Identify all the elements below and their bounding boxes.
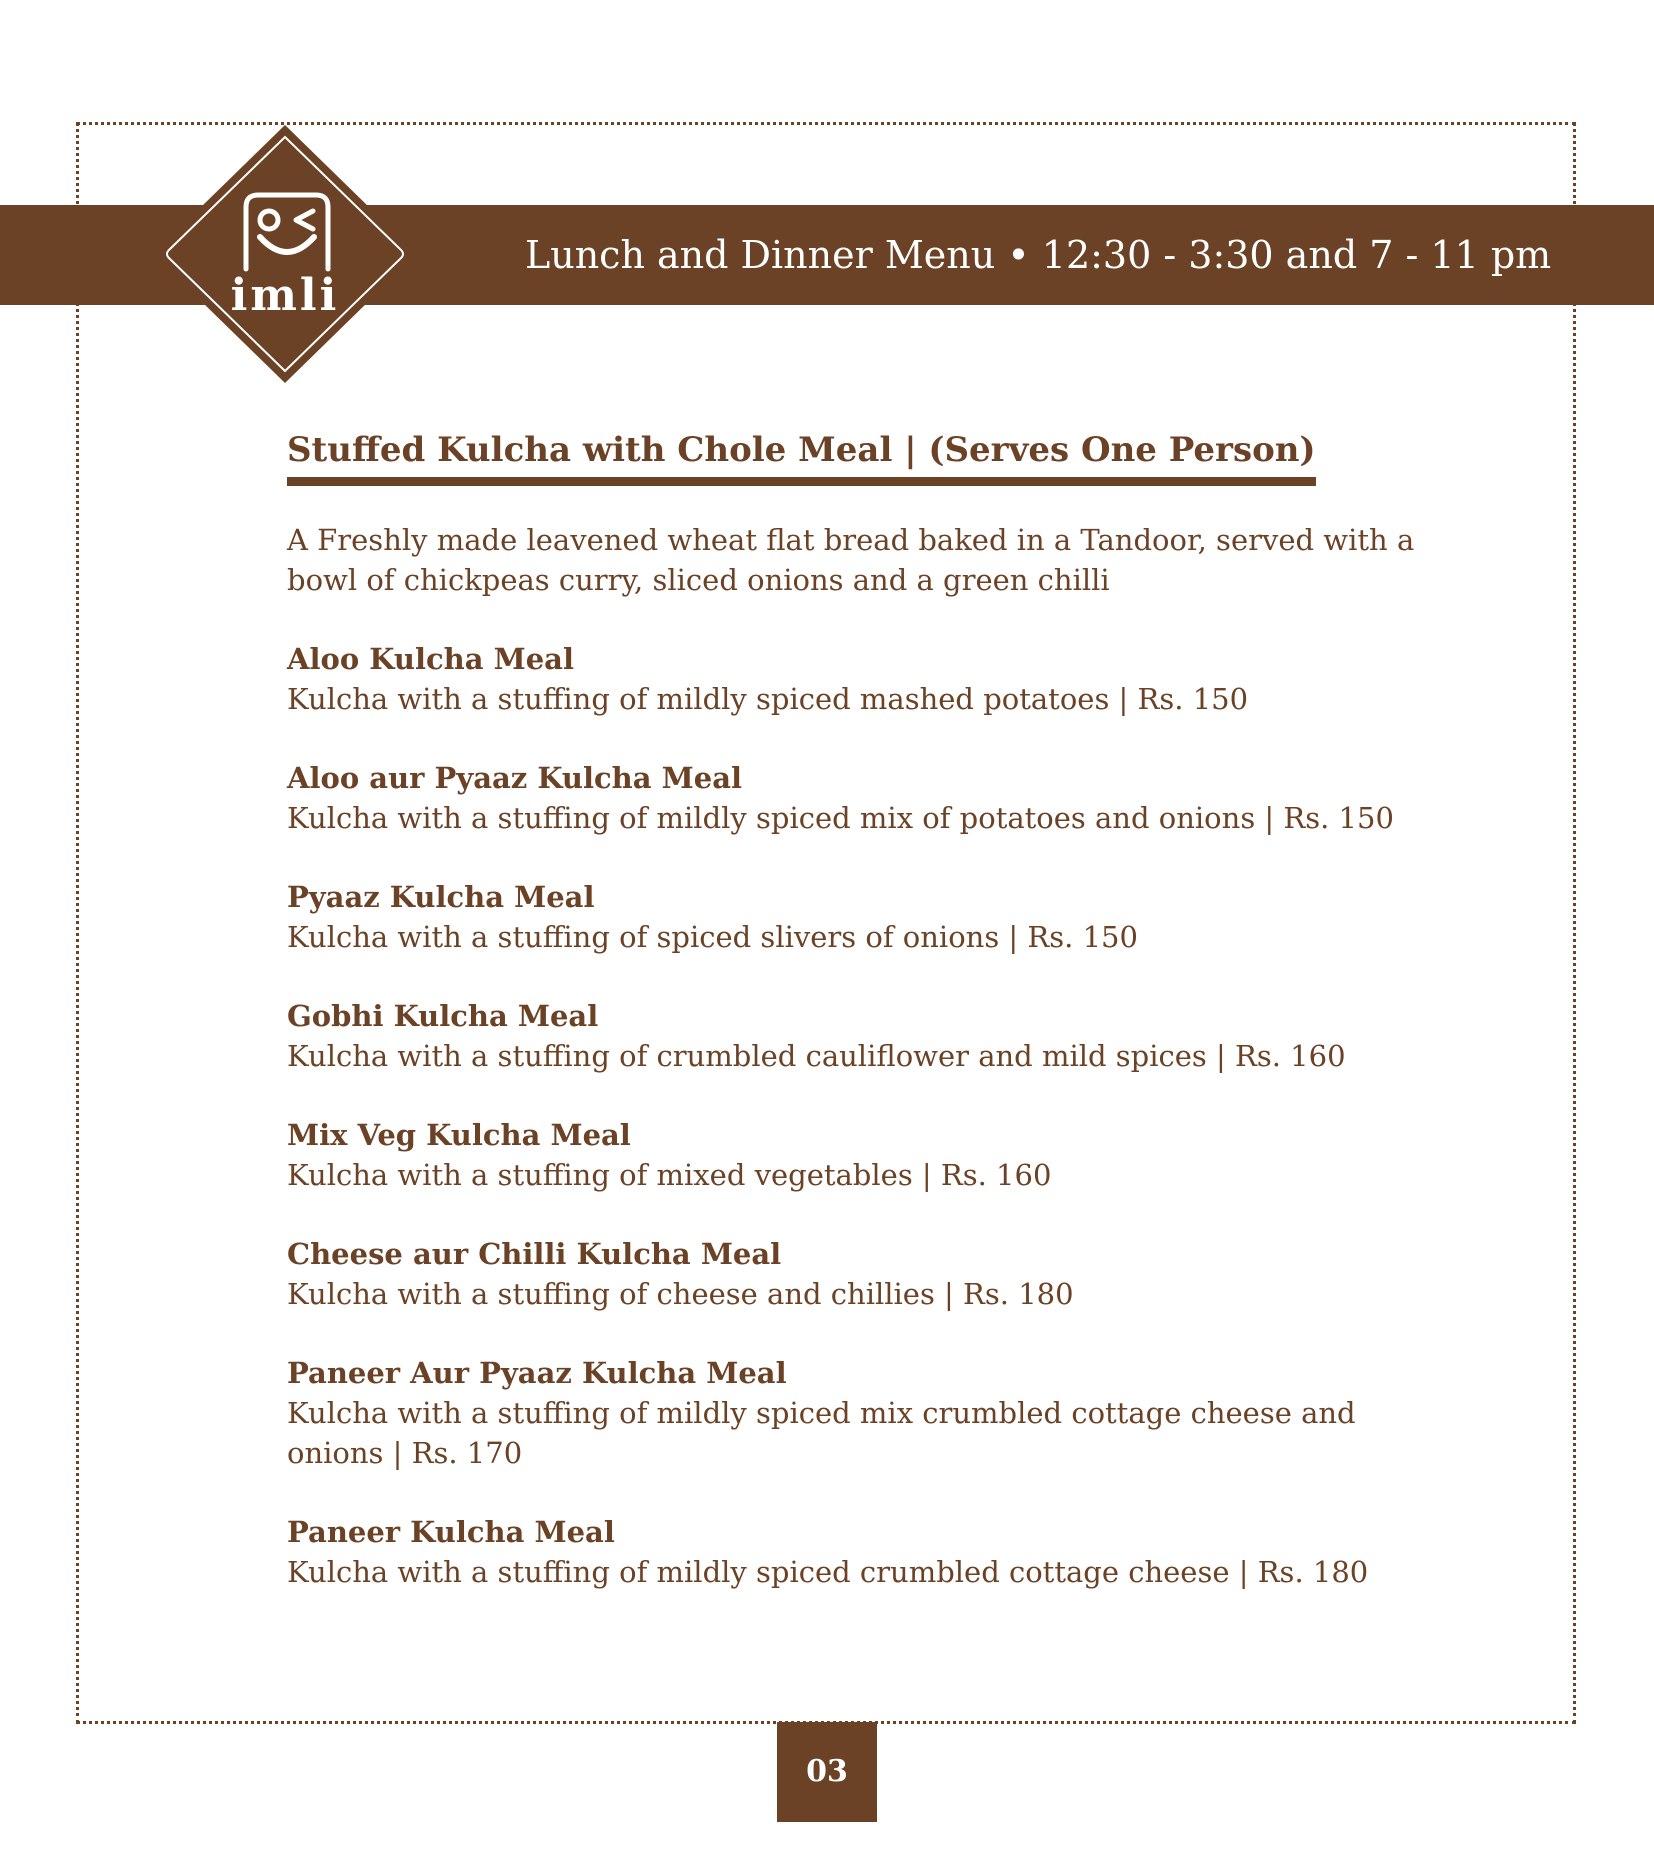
menu-item-description: Kulcha with a stuffing of cheese and chillies | Rs. 180 [287,1277,1074,1311]
menu-item-name: Pyaaz Kulcha Meal [287,880,595,914]
menu-item-name: Gobhi Kulcha Meal [287,999,599,1033]
menu-item-description: Kulcha with a stuffing of mildly spiced mashed potatoes | Rs. 150 [287,682,1249,716]
menu-item-description: Kulcha with a stuffing of mixed vegetables | Rs. 160 [287,1158,1052,1192]
logo-diamond-icon [150,123,420,385]
menu-item [287,1512,1467,1592]
section-intro: A Freshly made leavened wheat flat bread baked in a Tandoor, served with a bowl of chickpeas curry, sliced onions and a green chilli [287,523,1415,597]
menu-item [287,996,1467,1076]
menu-item [287,877,1467,957]
menu-header-title: Lunch and Dinner Menu • 12:30 - 3:30 and 7 - 11 pm [525,233,1552,277]
menu-item-description: Kulcha with a stuffing of mildly spiced mix of potatoes and onions | Rs. 150 [287,801,1394,835]
menu-item-name: Cheese aur Chilli Kulcha Meal [287,1237,782,1271]
menu-item [287,1115,1467,1195]
page-number: 03 [777,1722,877,1822]
menu-item [287,1234,1467,1314]
menu-item-description: Kulcha with a stuffing of crumbled cauliflower and mild spices | Rs. 160 [287,1039,1346,1073]
menu-item-description: Kulcha with a stuffing of mildly spiced crumbled cottage cheese | Rs. 180 [287,1555,1369,1589]
menu-item-name: Paneer Kulcha Meal [287,1515,615,1549]
menu-item-name: Aloo aur Pyaaz Kulcha Meal [287,761,743,795]
menu-item-name: Aloo Kulcha Meal [287,642,574,676]
imli-logo [150,123,420,385]
menu-item-name: Paneer Aur Pyaaz Kulcha Meal [287,1356,787,1390]
menu-item-description: Kulcha with a stuffing of spiced slivers of onions | Rs. 150 [287,920,1138,954]
menu-item [287,1353,1467,1473]
menu-content [287,425,1467,1592]
logo-wordmark: imli [230,270,340,321]
menu-item [287,639,1467,719]
menu-item-description: Kulcha with a stuffing of mildly spiced mix crumbled cottage cheese and onions | Rs. 170 [287,1396,1356,1470]
menu-item [287,758,1467,838]
menu-item-name: Mix Veg Kulcha Meal [287,1118,631,1152]
section-title: Stuffed Kulcha with Chole Meal | (Serves One Person) [287,425,1316,486]
